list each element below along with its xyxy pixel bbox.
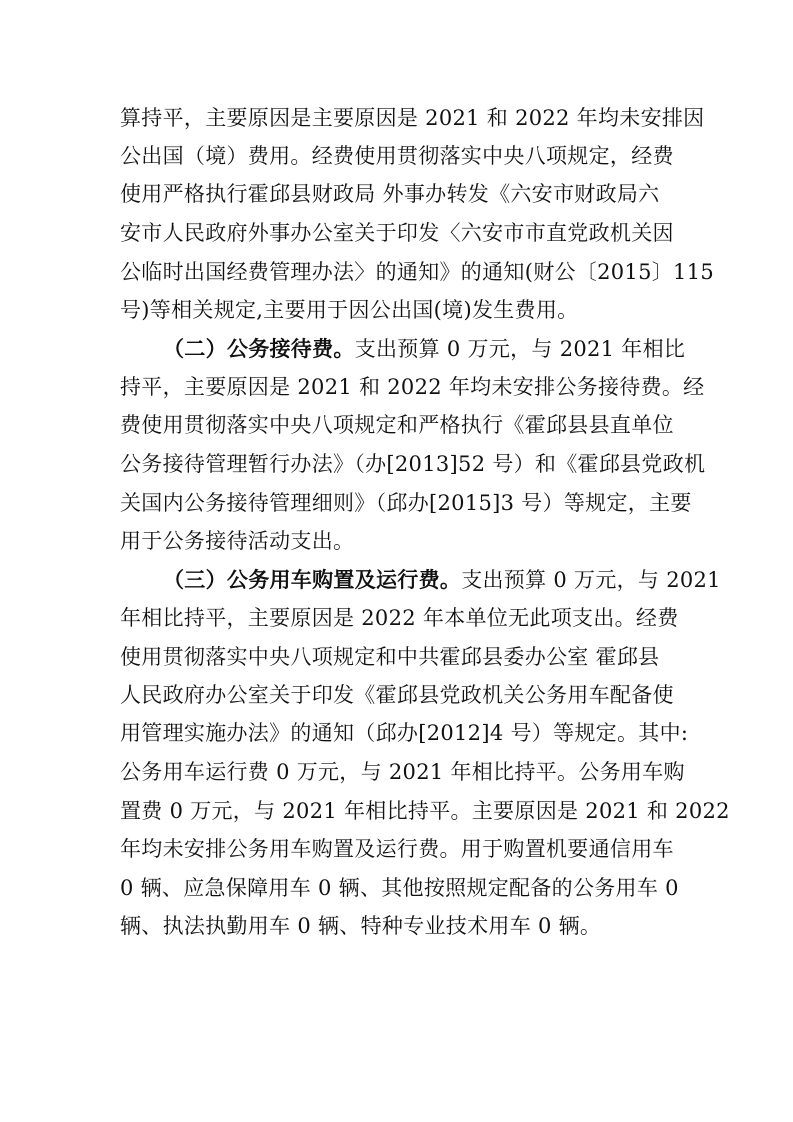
paragraph-line: 关国内公务接待管理细则》（邱办[2015]3 号）等规定，主要 [120,491,692,515]
section-heading: （三）公务用车购置及运行费。 [163,568,462,592]
paragraph-line: 公务接待管理暂行办法》（办[2013]52 号）和《霍邱县党政机 [120,452,706,476]
paragraph-text: 支出预算 0 万元，与 2021 [461,568,721,592]
paragraph-line: 0 辆、应急保障用车 0 辆、其他按照规定配备的公务用车 0 [120,876,679,900]
paragraph-line: 公务用车运行费 0 万元，与 2021 年相比持平。公务用车购 [120,760,685,784]
paragraph-line: 使用严格执行霍邱县财政局 外事办转发《六安市财政局六 [120,182,660,206]
paragraph-line: 置费 0 万元，与 2021 年相比持平。主要原因是 2021 和 2022 [120,799,730,823]
paragraph-line: 年相比持平，主要原因是 2022 年本单位无此项支出。经费 [120,606,679,630]
paragraph-line: 号)等相关规定,主要用于因公出国(境)发生费用。 [120,298,579,322]
section-heading: （二）公务接待费。 [163,337,355,361]
paragraph-line: 算持平，主要原因是主要原因是 2021 和 2022 年均未安排因 [120,106,705,130]
paragraph-line: 公临时出国经费管理办法〉的通知》的通知(财公〔2015〕115 [120,260,715,284]
paragraph-line: 用于公务接待活动支出。 [120,529,355,553]
paragraph-line: 年均未安排公务用车购置及运行费。用于购置机要通信用车 [120,837,674,861]
paragraph-line: 安市人民政府外事办公室关于印发〈六安市市直党政机关因 [120,221,674,245]
paragraph-text: 支出预算 0 万元，与 2021 年相比 [354,337,686,361]
paragraph-line: 费使用贯彻落实中央八项规定和严格执行《霍邱县县直单位 [120,413,674,437]
paragraph-line: 人民政府办公室关于印发《霍邱县党政机关公务用车配备使 [120,683,674,707]
paragraph-line: 持平，主要原因是 2021 和 2022 年均未安排公务接待费。经 [120,375,705,399]
paragraph-line: 使用贯彻落实中央八项规定和中共霍邱县委办公室 霍邱县 [120,645,660,669]
section-heading-line [163,565,721,595]
paragraph-line: 用管理实施办法》的通知（邱办[2012]4 号）等规定。其中: [120,721,689,745]
paragraph-line: 辆、执法执勤用车 0 辆、特种专业技术用车 0 辆。 [120,914,602,938]
section-heading-line [163,334,685,364]
paragraph-line: 公出国（境）费用。经费使用贯彻落实中央八项规定，经费 [120,144,674,168]
